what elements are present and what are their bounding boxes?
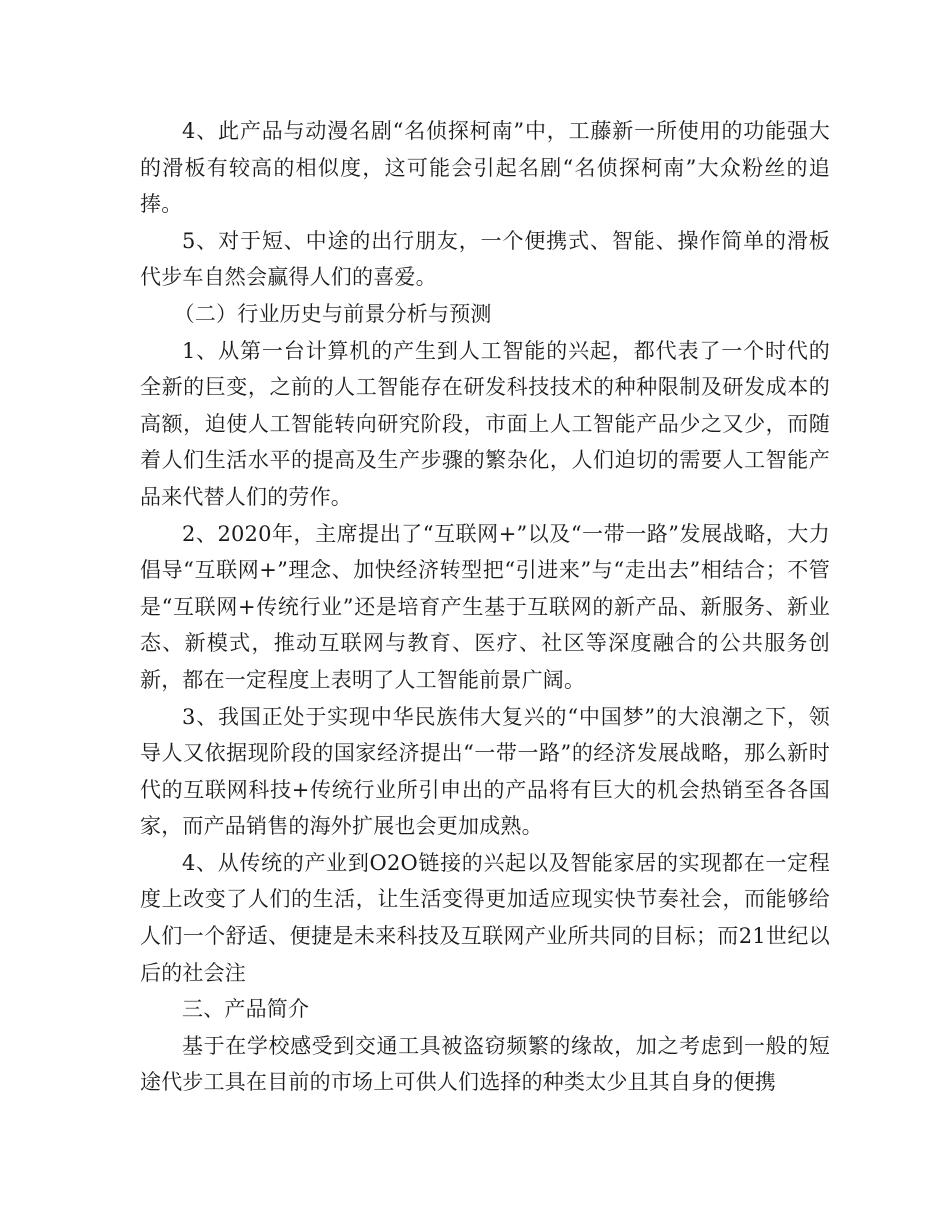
section-heading-product: 三、产品简介 — [182, 997, 310, 1022]
section-heading-industry: （二）行业历史与前景分析与预测 — [173, 301, 492, 326]
paragraph-product-intro: 基于在学校感受到交通工具被盗窃频繁的缘故，加之考虑到一般的短途代步工具在目前的市场上可供人们选择的种类太少且其自身的便携 — [140, 1033, 830, 1095]
document-body — [140, 113, 830, 1101]
paragraph-feature-4: 4、此产品与动漫名剧“名侦探柯南”中，工藤新一所使用的功能强大的滑板有较高的相似度，这可能会引起名剧“名侦探柯南”大众粉丝的追捧。 — [140, 119, 830, 217]
paragraph-industry-2: 2、2020年，主席提出了“互联网+”以及“一带一路”发展战略，大力倡导“互联网+”理念、加快经济转型把“引进来”与“走出去”相结合；不管是“互联网+传统行业”还是培育产生基于互联网的新产品、新服务、新业态、新模式，推动互联网与教育、医疗、社区等深度融合的公共服务创新，都在一定程度上表明了人工智能前景广阔。 — [140, 521, 830, 692]
paragraph-industry-1: 1、从第一台计算机的产生到人工智能的兴起，都代表了一个时代的全新的巨变，之前的人工智能存在研发科技技术的种种限制及研发成本的高额，迫使人工智能转向研究阶段，市面上人工智能产品少之又少，而随着人们生活水平的提高及生产步骤的繁杂化，人们迫切的需要人工智能产品来代替人们的劳作。 — [140, 338, 830, 509]
paragraph-industry-3: 3、我国正处于实现中华民族伟大复兴的“中国梦”的大浪潮之下，领导人又依据现阶段的国家经济提出“一带一路”的经济发展战略，那么新时代的互联网科技+传统行业所引申出的产品将有巨大的机会热销至各各国家，而产品销售的海外扩展也会更加成熟。 — [140, 704, 830, 839]
paragraph-feature-5: 5、对于短、中途的出行朋友，一个便携式、智能、操作简单的滑板代步车自然会赢得人们的喜爱。 — [140, 228, 830, 290]
paragraph-industry-4: 4、从传统的产业到O2O链接的兴起以及智能家居的实现都在一定程度上改变了人们的生活，让生活变得更加适应现实快节奏社会，而能够给人们一个舒适、便捷是未来科技及互联网产业所共同的目标；而21世纪以后的社会注 — [140, 850, 830, 985]
